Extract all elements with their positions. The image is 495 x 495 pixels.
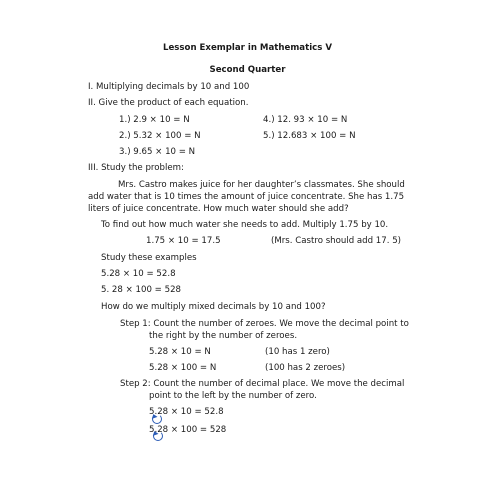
section-2-heading: II. Give the product of each equation.: [88, 98, 249, 108]
section-3-heading: III. Study the problem:: [88, 163, 184, 173]
document-title: Lesson Exemplar in Mathematics V: [163, 43, 332, 53]
step-2-example-1: 5.28 × 10 = 52.8: [149, 407, 224, 417]
step-1-example-2: 5.28 × 100 = N: [149, 363, 217, 373]
exercise-item-3: 3.) 9.65 × 10 = N: [119, 147, 196, 157]
find-out-text: To find out how much water she needs to add. Multiply 1.75 by 10.: [101, 220, 389, 230]
step-1-example-1-note: (10 has 1 zero): [265, 347, 330, 357]
exercise-item-4: 4.) 12. 93 × 10 = N: [263, 115, 348, 125]
study-examples-label: Study these examples: [101, 253, 197, 263]
guiding-question: How do we multiply mixed decimals by 10 and 100?: [101, 302, 326, 312]
quarter-subtitle: Second Quarter: [209, 65, 286, 75]
step-2-example-2: 5.28 × 100 = 528: [149, 425, 227, 435]
example-2: 5. 28 × 100 = 528: [101, 285, 181, 295]
step-2-line-2: point to the left by the number of zero.: [149, 391, 317, 401]
exercise-item-1: 1.) 2.9 × 10 = N: [119, 115, 190, 125]
section-1-heading: I. Multiplying decimals by 10 and 100: [88, 82, 250, 92]
step-1-example-2-note: (100 has 2 zeroes): [265, 363, 346, 373]
word-problem: Mrs. Castro makes juice for her daughter’s classmates. She should add water that is 10 times the amount of juice concentrate. She has 1.75 liters of juice concentrate. How much water should she add?: [88, 180, 405, 214]
computation-answer: (Mrs. Castro should add 17. 5): [271, 236, 402, 246]
exercise-item-2: 2.) 5.32 × 100 = N: [119, 131, 201, 141]
computation: 1.75 × 10 = 17.5: [146, 236, 221, 246]
decimal-move-arrow-icon: [152, 414, 162, 424]
step-1-line-2: the right by the number of zeroes.: [149, 331, 298, 341]
step-1-example-1: 5.28 × 10 = N: [149, 347, 211, 357]
exercise-item-5: 5.) 12.683 × 100 = N: [263, 131, 356, 141]
decimal-move-arrow-icon: [153, 431, 163, 441]
example-1: 5.28 × 10 = 52.8: [101, 269, 176, 279]
step-2-line-1: Step 2: Count the number of decimal place. We move the decimal: [120, 379, 405, 389]
step-1-line-1: Step 1: Count the number of zeroes. We move the decimal point to: [120, 319, 409, 329]
